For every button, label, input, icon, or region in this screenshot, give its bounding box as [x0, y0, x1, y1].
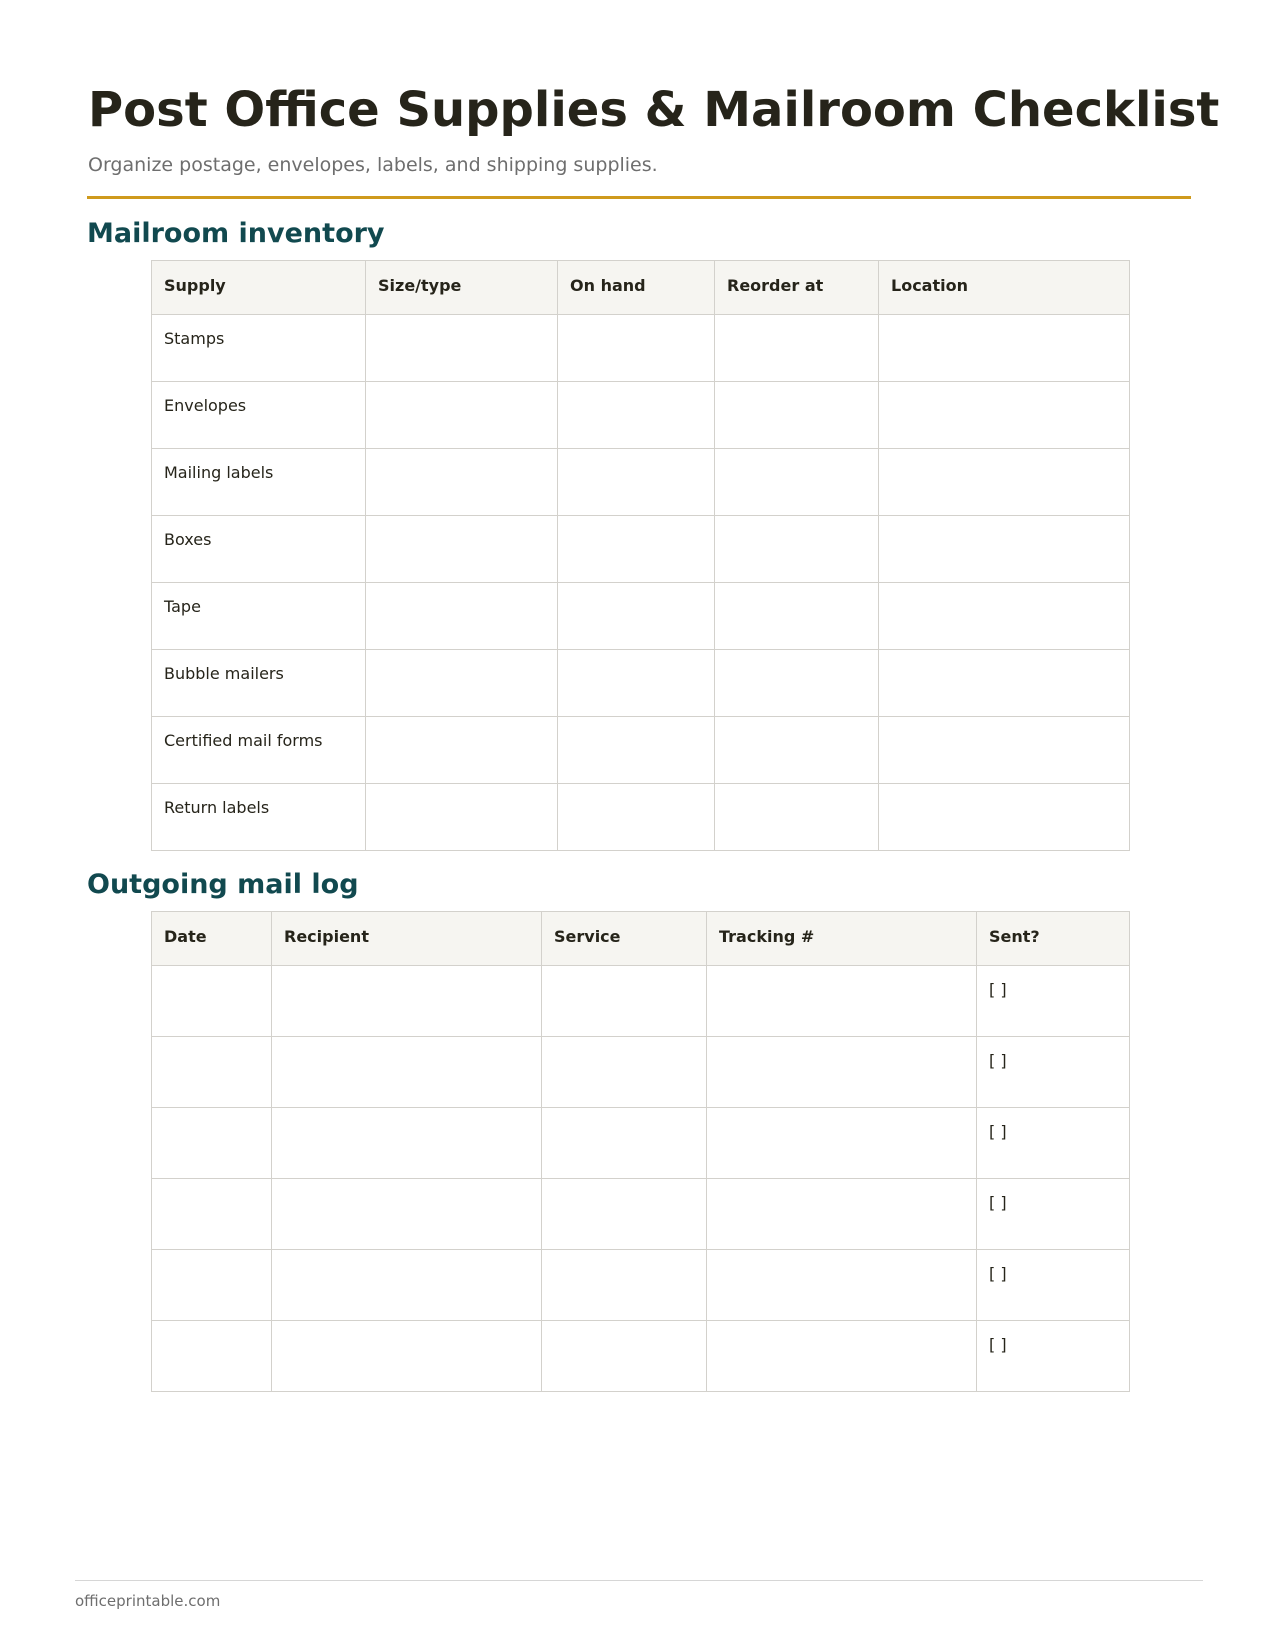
reorder-at-cell[interactable]: [715, 583, 879, 650]
location-cell[interactable]: [879, 382, 1130, 449]
on-hand-cell[interactable]: [558, 717, 715, 784]
location-cell[interactable]: [879, 449, 1130, 516]
size-type-cell[interactable]: [366, 382, 558, 449]
tracking-cell[interactable]: [707, 1179, 977, 1250]
service-cell[interactable]: [542, 1108, 707, 1179]
table-row: [152, 966, 1130, 1037]
tracking-cell[interactable]: [707, 1108, 977, 1179]
recipient-cell[interactable]: [272, 1321, 542, 1392]
supply-cell: Boxes: [152, 516, 366, 583]
table-row: [152, 1037, 1130, 1108]
sent-checkbox[interactable]: [ ]: [977, 1250, 1130, 1321]
inventory-table: [151, 260, 1130, 851]
supply-cell: Stamps: [152, 315, 366, 382]
location-cell[interactable]: [879, 717, 1130, 784]
location-cell[interactable]: [879, 315, 1130, 382]
service-cell[interactable]: [542, 1250, 707, 1321]
table-row: [152, 315, 1130, 382]
sent-checkbox[interactable]: [ ]: [977, 966, 1130, 1037]
inventory-header-row: [152, 261, 1130, 315]
table-row: [152, 717, 1130, 784]
page-subtitle: Organize postage, envelopes, labels, and shipping supplies.: [88, 154, 658, 176]
date-cell[interactable]: [152, 966, 272, 1037]
reorder-at-cell[interactable]: [715, 784, 879, 851]
inventory-heading: Mailroom inventory: [87, 218, 385, 249]
reorder-at-cell[interactable]: [715, 717, 879, 784]
service-cell[interactable]: [542, 1179, 707, 1250]
size-type-cell[interactable]: [366, 449, 558, 516]
mail-log-col-tracking: Tracking #: [707, 912, 977, 966]
on-hand-cell[interactable]: [558, 784, 715, 851]
table-row: [152, 449, 1130, 516]
table-row: [152, 1321, 1130, 1392]
location-cell[interactable]: [879, 516, 1130, 583]
recipient-cell[interactable]: [272, 1250, 542, 1321]
inventory-col-location: Location: [879, 261, 1130, 315]
mail-log-table: [151, 911, 1130, 1392]
tracking-cell[interactable]: [707, 1321, 977, 1392]
mail-log-col-sent: Sent?: [977, 912, 1130, 966]
inventory-col-size-type: Size/type: [366, 261, 558, 315]
table-row: [152, 1108, 1130, 1179]
mail-log-heading: Outgoing mail log: [87, 869, 359, 900]
on-hand-cell[interactable]: [558, 516, 715, 583]
on-hand-cell[interactable]: [558, 650, 715, 717]
recipient-cell[interactable]: [272, 1108, 542, 1179]
date-cell[interactable]: [152, 1179, 272, 1250]
service-cell[interactable]: [542, 1037, 707, 1108]
on-hand-cell[interactable]: [558, 315, 715, 382]
reorder-at-cell[interactable]: [715, 315, 879, 382]
recipient-cell[interactable]: [272, 1179, 542, 1250]
location-cell[interactable]: [879, 650, 1130, 717]
recipient-cell[interactable]: [272, 966, 542, 1037]
supply-cell: Return labels: [152, 784, 366, 851]
on-hand-cell[interactable]: [558, 583, 715, 650]
date-cell[interactable]: [152, 1037, 272, 1108]
table-row: [152, 516, 1130, 583]
reorder-at-cell[interactable]: [715, 650, 879, 717]
supply-cell: Bubble mailers: [152, 650, 366, 717]
inventory-col-supply: Supply: [152, 261, 366, 315]
mail-log-header-row: [152, 912, 1130, 966]
inventory-col-reorder-at: Reorder at: [715, 261, 879, 315]
tracking-cell[interactable]: [707, 1250, 977, 1321]
title-divider: [87, 196, 1191, 199]
inventory-col-on-hand: On hand: [558, 261, 715, 315]
table-row: [152, 650, 1130, 717]
sent-checkbox[interactable]: [ ]: [977, 1108, 1130, 1179]
size-type-cell[interactable]: [366, 784, 558, 851]
service-cell[interactable]: [542, 1321, 707, 1392]
location-cell[interactable]: [879, 784, 1130, 851]
mail-log-col-recipient: Recipient: [272, 912, 542, 966]
size-type-cell[interactable]: [366, 315, 558, 382]
supply-cell: Certified mail forms: [152, 717, 366, 784]
sent-checkbox[interactable]: [ ]: [977, 1321, 1130, 1392]
table-row: [152, 382, 1130, 449]
reorder-at-cell[interactable]: [715, 449, 879, 516]
sent-checkbox[interactable]: [ ]: [977, 1179, 1130, 1250]
supply-cell: Envelopes: [152, 382, 366, 449]
supply-cell: Tape: [152, 583, 366, 650]
service-cell[interactable]: [542, 966, 707, 1037]
footer-site: officeprintable.com: [75, 1592, 221, 1610]
on-hand-cell[interactable]: [558, 382, 715, 449]
size-type-cell[interactable]: [366, 650, 558, 717]
table-row: [152, 1179, 1130, 1250]
tracking-cell[interactable]: [707, 966, 977, 1037]
date-cell[interactable]: [152, 1321, 272, 1392]
footer-divider: [75, 1580, 1203, 1581]
table-row: [152, 784, 1130, 851]
size-type-cell[interactable]: [366, 583, 558, 650]
supply-cell: Mailing labels: [152, 449, 366, 516]
reorder-at-cell[interactable]: [715, 382, 879, 449]
location-cell[interactable]: [879, 583, 1130, 650]
mail-log-col-service: Service: [542, 912, 707, 966]
table-row: [152, 583, 1130, 650]
reorder-at-cell[interactable]: [715, 516, 879, 583]
sent-checkbox[interactable]: [ ]: [977, 1037, 1130, 1108]
size-type-cell[interactable]: [366, 516, 558, 583]
tracking-cell[interactable]: [707, 1037, 977, 1108]
date-cell[interactable]: [152, 1108, 272, 1179]
page-title: Post Office Supplies & Mailroom Checklist: [88, 82, 1220, 138]
mail-log-col-date: Date: [152, 912, 272, 966]
table-row: [152, 1250, 1130, 1321]
date-cell[interactable]: [152, 1250, 272, 1321]
recipient-cell[interactable]: [272, 1037, 542, 1108]
on-hand-cell[interactable]: [558, 449, 715, 516]
size-type-cell[interactable]: [366, 717, 558, 784]
